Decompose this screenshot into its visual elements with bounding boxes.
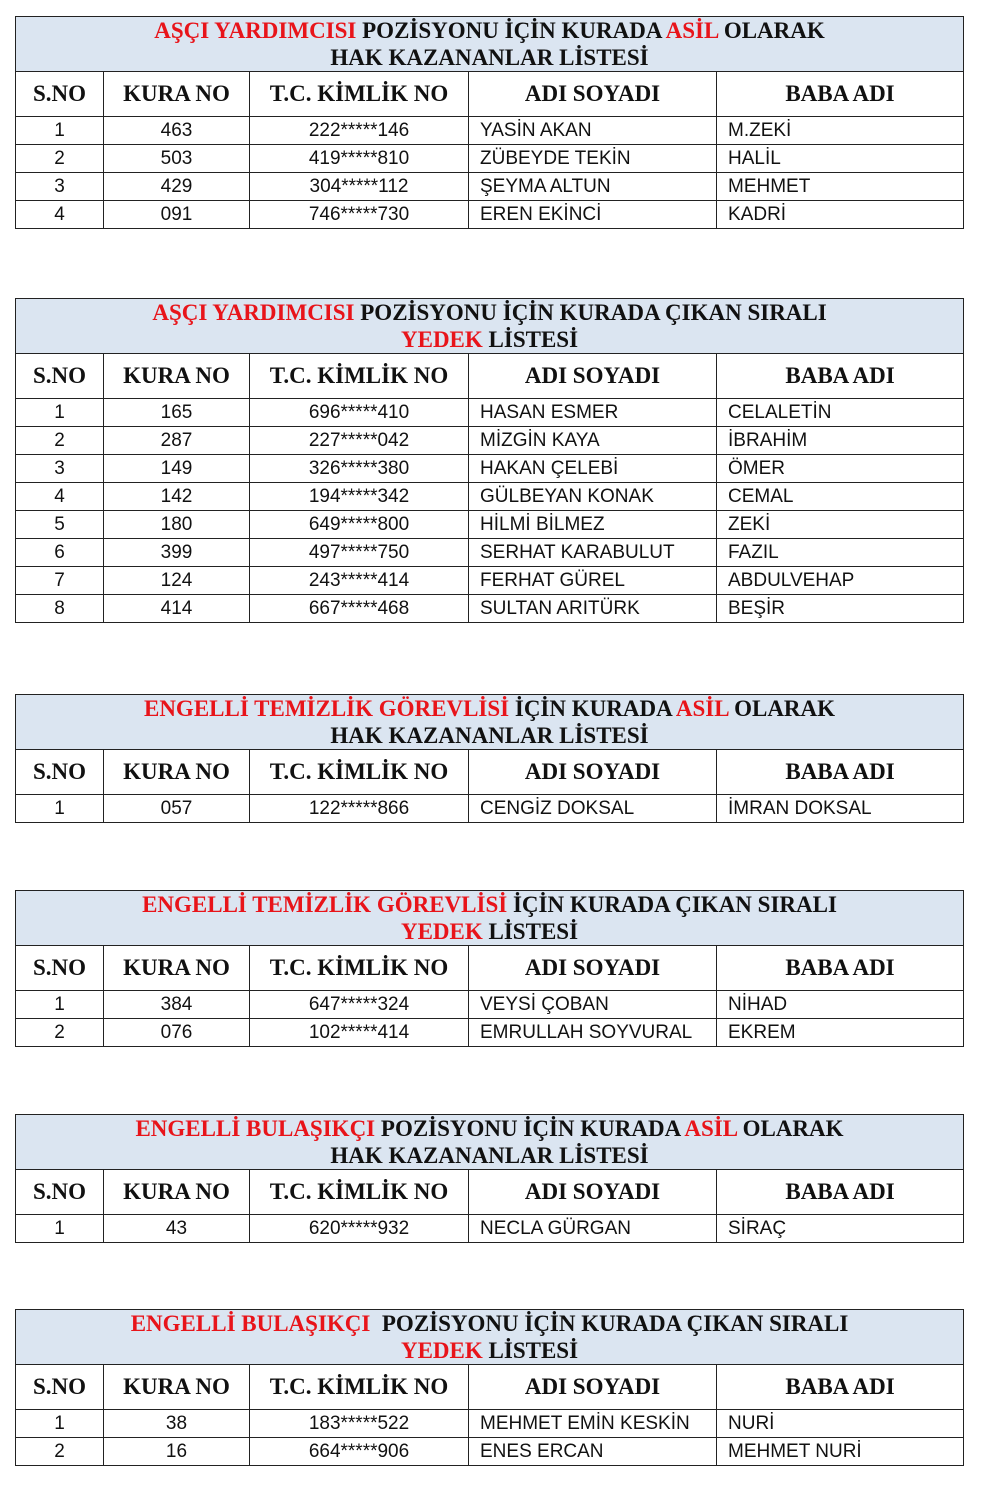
cell-adi-soyadi: ZÜBEYDE TEKİN bbox=[469, 145, 717, 173]
cell-sno: 1 bbox=[16, 991, 104, 1019]
title-highlight-text: ASİL bbox=[665, 18, 719, 43]
column-header-tc-kimlik-no: T.C. KİMLİK NO bbox=[250, 1365, 469, 1410]
table-row bbox=[16, 117, 964, 145]
title-highlight-text: ENGELLİ BULAŞIKÇI bbox=[135, 1116, 376, 1141]
cell-sno: 8 bbox=[16, 595, 104, 623]
cell-tc-kimlik-no: 122*****866 bbox=[250, 795, 469, 823]
cell-sno: 6 bbox=[16, 539, 104, 567]
cell-adi-soyadi: MEHMET EMİN KESKİN bbox=[469, 1410, 717, 1438]
table-row bbox=[16, 145, 964, 173]
cell-tc-kimlik-no: 419*****810 bbox=[250, 145, 469, 173]
column-header-baba-adi: BABA ADI bbox=[717, 1170, 964, 1215]
list-table bbox=[15, 1114, 964, 1243]
column-header-sno: S.NO bbox=[16, 946, 104, 991]
header-row bbox=[16, 72, 964, 117]
cell-kura-no: 149 bbox=[104, 455, 250, 483]
column-header-tc-kimlik-no: T.C. KİMLİK NO bbox=[250, 1170, 469, 1215]
table-row bbox=[16, 427, 964, 455]
title-text: LİSTESİ bbox=[482, 919, 579, 944]
column-header-baba-adi: BABA ADI bbox=[717, 72, 964, 117]
title-line bbox=[16, 326, 963, 353]
table-row bbox=[16, 201, 964, 229]
table-row bbox=[16, 1215, 964, 1243]
cell-sno: 1 bbox=[16, 399, 104, 427]
column-header-sno: S.NO bbox=[16, 750, 104, 795]
column-header-kura-no: KURA NO bbox=[104, 946, 250, 991]
cell-tc-kimlik-no: 497*****750 bbox=[250, 539, 469, 567]
table-row bbox=[16, 173, 964, 201]
title-highlight-text: YEDEK bbox=[400, 1338, 483, 1363]
cell-baba-adi: M.ZEKİ bbox=[717, 117, 964, 145]
cell-baba-adi: CELALETİN bbox=[717, 399, 964, 427]
cell-adi-soyadi: SULTAN ARITÜRK bbox=[469, 595, 717, 623]
title-highlight-text: ENGELLİ TEMİZLİK GÖREVLİSİ bbox=[142, 892, 508, 917]
list-table bbox=[15, 694, 964, 823]
cell-adi-soyadi: EREN EKİNCİ bbox=[469, 201, 717, 229]
cell-adi-soyadi: EMRULLAH SOYVURAL bbox=[469, 1019, 717, 1047]
cell-baba-adi: MEHMET NURİ bbox=[717, 1438, 964, 1466]
cell-sno: 4 bbox=[16, 483, 104, 511]
cell-kura-no: 503 bbox=[104, 145, 250, 173]
cell-baba-adi: CEMAL bbox=[717, 483, 964, 511]
cell-sno: 1 bbox=[16, 1215, 104, 1243]
table-title bbox=[16, 17, 964, 72]
cell-adi-soyadi: MİZGİN KAYA bbox=[469, 427, 717, 455]
cell-sno: 2 bbox=[16, 1438, 104, 1466]
title-line bbox=[16, 299, 963, 326]
column-header-tc-kimlik-no: T.C. KİMLİK NO bbox=[250, 946, 469, 991]
title-line bbox=[16, 695, 963, 722]
title-highlight-text: AŞÇI YARDIMCISI bbox=[152, 300, 355, 325]
column-header-kura-no: KURA NO bbox=[104, 72, 250, 117]
column-header-kura-no: KURA NO bbox=[104, 354, 250, 399]
title-highlight-text: YEDEK bbox=[400, 919, 483, 944]
table-title bbox=[16, 1115, 964, 1170]
title-line bbox=[16, 1142, 963, 1169]
list-table bbox=[15, 890, 964, 1047]
table-row bbox=[16, 539, 964, 567]
cell-adi-soyadi: VEYSİ ÇOBAN bbox=[469, 991, 717, 1019]
cell-adi-soyadi: GÜLBEYAN KONAK bbox=[469, 483, 717, 511]
cell-baba-adi: KADRİ bbox=[717, 201, 964, 229]
title-text: POZİSYONU İÇİN KURADA bbox=[375, 1116, 685, 1141]
cell-sno: 2 bbox=[16, 427, 104, 455]
cell-baba-adi: HALİL bbox=[717, 145, 964, 173]
title-highlight-text: ASİL bbox=[684, 1116, 737, 1141]
title-text: HAK KAZANANLAR LİSTESİ bbox=[330, 45, 649, 70]
column-header-sno: S.NO bbox=[16, 72, 104, 117]
column-header-baba-adi: BABA ADI bbox=[717, 946, 964, 991]
table-row bbox=[16, 795, 964, 823]
cell-kura-no: 429 bbox=[104, 173, 250, 201]
cell-baba-adi: ABDULVEHAP bbox=[717, 567, 964, 595]
cell-tc-kimlik-no: 222*****146 bbox=[250, 117, 469, 145]
cell-kura-no: 463 bbox=[104, 117, 250, 145]
cell-tc-kimlik-no: 664*****906 bbox=[250, 1438, 469, 1466]
cell-kura-no: 43 bbox=[104, 1215, 250, 1243]
cell-adi-soyadi: HİLMİ BİLMEZ bbox=[469, 511, 717, 539]
cell-kura-no: 091 bbox=[104, 201, 250, 229]
header-row bbox=[16, 946, 964, 991]
list-table bbox=[15, 16, 964, 229]
cell-tc-kimlik-no: 227*****042 bbox=[250, 427, 469, 455]
title-text: POZİSYONU İÇİN KURADA ÇIKAN SIRALI bbox=[354, 300, 827, 325]
cell-baba-adi: ÖMER bbox=[717, 455, 964, 483]
cell-sno: 1 bbox=[16, 1410, 104, 1438]
column-header-tc-kimlik-no: T.C. KİMLİK NO bbox=[250, 72, 469, 117]
header-row bbox=[16, 750, 964, 795]
column-header-baba-adi: BABA ADI bbox=[717, 354, 964, 399]
cell-kura-no: 057 bbox=[104, 795, 250, 823]
list-table bbox=[15, 1309, 964, 1466]
title-line bbox=[16, 1115, 963, 1142]
table-row bbox=[16, 483, 964, 511]
cell-tc-kimlik-no: 326*****380 bbox=[250, 455, 469, 483]
column-header-adi-soyadi: ADI SOYADI bbox=[469, 72, 717, 117]
cell-adi-soyadi: NECLA GÜRGAN bbox=[469, 1215, 717, 1243]
column-header-sno: S.NO bbox=[16, 1365, 104, 1410]
cell-adi-soyadi: FERHAT GÜREL bbox=[469, 567, 717, 595]
title-text: İÇİN KURADA bbox=[509, 696, 676, 721]
title-highlight-text: YEDEK bbox=[401, 327, 483, 352]
cell-baba-adi: İBRAHİM bbox=[717, 427, 964, 455]
cell-tc-kimlik-no: 746*****730 bbox=[250, 201, 469, 229]
cell-kura-no: 180 bbox=[104, 511, 250, 539]
title-text: OLARAK bbox=[736, 1116, 844, 1141]
cell-tc-kimlik-no: 647*****324 bbox=[250, 991, 469, 1019]
title-line bbox=[16, 891, 963, 918]
table-row bbox=[16, 1410, 964, 1438]
column-header-baba-adi: BABA ADI bbox=[717, 1365, 964, 1410]
cell-adi-soyadi: HAKAN ÇELEBİ bbox=[469, 455, 717, 483]
column-header-adi-soyadi: ADI SOYADI bbox=[469, 354, 717, 399]
cell-kura-no: 384 bbox=[104, 991, 250, 1019]
cell-tc-kimlik-no: 194*****342 bbox=[250, 483, 469, 511]
title-line bbox=[16, 722, 963, 749]
title-text: POZİSYONU İÇİN KURADA ÇIKAN SIRALI bbox=[370, 1311, 849, 1336]
title-text: OLARAK bbox=[718, 18, 825, 43]
cell-adi-soyadi: ENES ERCAN bbox=[469, 1438, 717, 1466]
cell-adi-soyadi: HASAN ESMER bbox=[469, 399, 717, 427]
title-line bbox=[16, 1310, 963, 1337]
title-line bbox=[16, 918, 963, 945]
column-header-sno: S.NO bbox=[16, 1170, 104, 1215]
title-text: OLARAK bbox=[728, 696, 836, 721]
title-text: HAK KAZANANLAR LİSTESİ bbox=[330, 1143, 649, 1168]
column-header-kura-no: KURA NO bbox=[104, 1170, 250, 1215]
cell-baba-adi: ZEKİ bbox=[717, 511, 964, 539]
cell-kura-no: 165 bbox=[104, 399, 250, 427]
cell-sno: 5 bbox=[16, 511, 104, 539]
title-text: LİSTESİ bbox=[482, 327, 579, 352]
title-text: POZİSYONU İÇİN KURADA bbox=[356, 18, 666, 43]
cell-baba-adi: İMRAN DOKSAL bbox=[717, 795, 964, 823]
cell-kura-no: 142 bbox=[104, 483, 250, 511]
cell-sno: 1 bbox=[16, 795, 104, 823]
cell-sno: 2 bbox=[16, 1019, 104, 1047]
cell-tc-kimlik-no: 183*****522 bbox=[250, 1410, 469, 1438]
column-header-kura-no: KURA NO bbox=[104, 1365, 250, 1410]
cell-baba-adi: FAZIL bbox=[717, 539, 964, 567]
title-line bbox=[16, 1337, 963, 1364]
cell-adi-soyadi: YASİN AKAN bbox=[469, 117, 717, 145]
title-text: LİSTESİ bbox=[482, 1338, 579, 1363]
cell-baba-adi: EKREM bbox=[717, 1019, 964, 1047]
cell-tc-kimlik-no: 620*****932 bbox=[250, 1215, 469, 1243]
cell-baba-adi: SİRAÇ bbox=[717, 1215, 964, 1243]
title-line bbox=[16, 17, 963, 44]
list-table bbox=[15, 298, 964, 623]
column-header-adi-soyadi: ADI SOYADI bbox=[469, 946, 717, 991]
cell-adi-soyadi: CENGİZ DOKSAL bbox=[469, 795, 717, 823]
cell-sno: 1 bbox=[16, 117, 104, 145]
cell-kura-no: 414 bbox=[104, 595, 250, 623]
cell-kura-no: 16 bbox=[104, 1438, 250, 1466]
table-title bbox=[16, 1310, 964, 1365]
column-header-tc-kimlik-no: T.C. KİMLİK NO bbox=[250, 354, 469, 399]
cell-tc-kimlik-no: 649*****800 bbox=[250, 511, 469, 539]
cell-kura-no: 399 bbox=[104, 539, 250, 567]
title-line bbox=[16, 44, 963, 71]
table-title bbox=[16, 299, 964, 354]
cell-sno: 2 bbox=[16, 145, 104, 173]
cell-kura-no: 287 bbox=[104, 427, 250, 455]
table-row bbox=[16, 991, 964, 1019]
table-row bbox=[16, 399, 964, 427]
header-row bbox=[16, 354, 964, 399]
column-header-adi-soyadi: ADI SOYADI bbox=[469, 1170, 717, 1215]
cell-baba-adi: MEHMET bbox=[717, 173, 964, 201]
table-title bbox=[16, 695, 964, 750]
cell-kura-no: 124 bbox=[104, 567, 250, 595]
cell-kura-no: 076 bbox=[104, 1019, 250, 1047]
cell-sno: 4 bbox=[16, 201, 104, 229]
table-row bbox=[16, 455, 964, 483]
cell-baba-adi: BEŞİR bbox=[717, 595, 964, 623]
cell-kura-no: 38 bbox=[104, 1410, 250, 1438]
column-header-baba-adi: BABA ADI bbox=[717, 750, 964, 795]
column-header-sno: S.NO bbox=[16, 354, 104, 399]
title-text: İÇİN KURADA ÇIKAN SIRALI bbox=[507, 892, 837, 917]
table-title bbox=[16, 891, 964, 946]
title-text: HAK KAZANANLAR LİSTESİ bbox=[330, 723, 649, 748]
cell-tc-kimlik-no: 243*****414 bbox=[250, 567, 469, 595]
header-row bbox=[16, 1365, 964, 1410]
cell-sno: 3 bbox=[16, 173, 104, 201]
column-header-tc-kimlik-no: T.C. KİMLİK NO bbox=[250, 750, 469, 795]
cell-tc-kimlik-no: 667*****468 bbox=[250, 595, 469, 623]
column-header-adi-soyadi: ADI SOYADI bbox=[469, 1365, 717, 1410]
table-row bbox=[16, 567, 964, 595]
table-row bbox=[16, 511, 964, 539]
table-row bbox=[16, 595, 964, 623]
cell-tc-kimlik-no: 696*****410 bbox=[250, 399, 469, 427]
header-row bbox=[16, 1170, 964, 1215]
column-header-adi-soyadi: ADI SOYADI bbox=[469, 750, 717, 795]
table-row bbox=[16, 1438, 964, 1466]
cell-baba-adi: NİHAD bbox=[717, 991, 964, 1019]
title-highlight-text: ASİL bbox=[675, 696, 729, 721]
column-header-kura-no: KURA NO bbox=[104, 750, 250, 795]
cell-sno: 7 bbox=[16, 567, 104, 595]
cell-adi-soyadi: ŞEYMA ALTUN bbox=[469, 173, 717, 201]
title-highlight-text: ENGELLİ BULAŞIKÇI bbox=[130, 1311, 371, 1336]
cell-baba-adi: NURİ bbox=[717, 1410, 964, 1438]
title-highlight-text: AŞÇI YARDIMCISI bbox=[154, 18, 357, 43]
cell-tc-kimlik-no: 102*****414 bbox=[250, 1019, 469, 1047]
cell-tc-kimlik-no: 304*****112 bbox=[250, 173, 469, 201]
title-highlight-text: ENGELLİ TEMİZLİK GÖREVLİSİ bbox=[143, 696, 510, 721]
cell-sno: 3 bbox=[16, 455, 104, 483]
table-row bbox=[16, 1019, 964, 1047]
cell-adi-soyadi: SERHAT KARABULUT bbox=[469, 539, 717, 567]
